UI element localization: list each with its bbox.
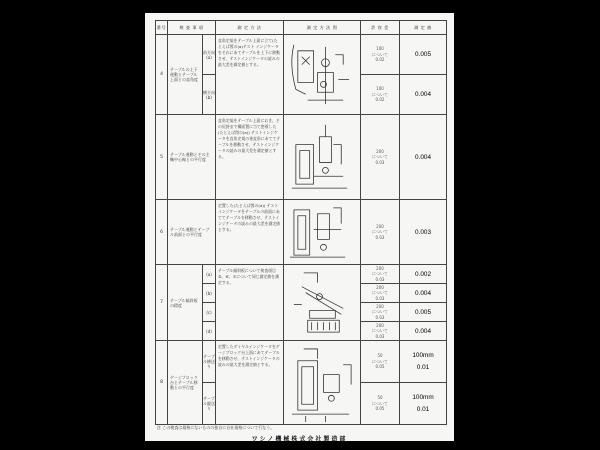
row-number: 8 — [156, 341, 168, 425]
tolerance-per: について — [372, 309, 388, 315]
tolerance-per: について — [372, 400, 388, 406]
sub-item: テーブル横送り — [203, 341, 216, 383]
table-row — [156, 115, 447, 200]
company-footer: ワシノ機械株式会社製造部 — [251, 436, 348, 443]
tolerance-cell — [361, 115, 400, 200]
method-text: テーブル傾斜板について検査項目⑤、⑥、⑦について同じ測定値を測定する。 — [216, 265, 284, 341]
measurement-diagram — [284, 35, 361, 115]
method-text: 直角定規をテーブル上面におき、その尻持まで構面置に当て密着した(たとえば図の(a)) テストインジケータを直角定規の垂直角にあててテーブルを移動させ、テストインジケータの読みの最大差を測定値とする。 — [216, 115, 284, 200]
tolerance-value: 0.05 — [375, 364, 385, 370]
measured-length: 100mm — [412, 393, 434, 401]
tolerance-range: 50 — [377, 395, 383, 401]
measured-value: 0.004 — [400, 322, 447, 341]
tolerance-value: 0.03 — [375, 333, 385, 339]
tolerance-value: 0.03 — [375, 295, 385, 301]
tolerance-cell — [361, 322, 400, 341]
inspection-item: テーブルの上下運動とテーブル上面との直角度 — [168, 35, 203, 115]
tolerance-range: 100 — [376, 46, 384, 52]
measured-value: 0.002 — [400, 265, 447, 284]
tolerance-per: について — [372, 51, 388, 57]
table-row — [156, 35, 447, 75]
sub-item: 横方向 (b) — [203, 75, 216, 115]
sub-item: (a) — [203, 265, 216, 284]
header-row — [156, 21, 447, 35]
tolerance-cell — [361, 75, 400, 115]
header-no: 番号 — [156, 21, 168, 35]
inspection-sheet — [145, 13, 454, 441]
tolerance-cell — [361, 341, 400, 383]
measurement-diagram — [284, 115, 361, 200]
header-diagram: 測 定 方 法 図 — [284, 21, 361, 35]
table-row — [156, 200, 447, 265]
tolerance-per: について — [372, 290, 388, 296]
tolerance-cell — [361, 303, 400, 322]
squareness-diagram — [284, 35, 360, 114]
row-number: 5 — [156, 115, 168, 200]
gauge-block-diagram — [284, 341, 360, 424]
tolerance-cell — [361, 200, 400, 265]
measured-value: 0.004 — [400, 75, 447, 115]
sub-item: (c) — [203, 303, 216, 322]
measured-length: 100mm — [412, 351, 434, 359]
measurement-diagram — [284, 265, 361, 341]
table-row — [156, 341, 447, 383]
measured-value: 0.01 — [416, 363, 430, 371]
header-method: 測 定 方 法 — [216, 21, 284, 35]
measured-value-cell — [400, 383, 447, 425]
measured-value: 0.005 — [400, 35, 447, 75]
measured-value: 0.01 — [416, 405, 430, 413]
sub-item: (d) — [203, 322, 216, 341]
tolerance-value: 0.03 — [375, 314, 385, 320]
measurement-diagram — [284, 341, 361, 425]
tolerance-range: 200 — [376, 265, 384, 271]
table-row — [156, 265, 447, 284]
tolerance-cell — [361, 383, 400, 425]
sub-item: (b) — [203, 284, 216, 303]
tolerance-range: 200 — [376, 303, 384, 309]
measured-value: 0.005 — [400, 303, 447, 322]
measured-value: 0.004 — [400, 284, 447, 303]
tolerance-per: について — [372, 271, 388, 277]
tolerance-cell — [361, 35, 400, 75]
tolerance-range: 200 — [376, 322, 384, 328]
tolerance-per: について — [372, 328, 388, 334]
method-text: 定置したダイヤルインジケータをゲージブロック台上面にあてテーブルを移動させ、テストインジケータの読みの最大差を測定値とする。 — [216, 341, 284, 425]
tolerance-value: 0.03 — [375, 234, 385, 240]
header-tolerance: 許 容 差 — [361, 21, 400, 35]
tolerance-per: について — [372, 358, 388, 364]
row-number: 6 — [156, 200, 168, 265]
tolerance-cell — [361, 265, 400, 284]
tolerance-value: 0.03 — [375, 276, 385, 282]
inspection-item: テーブル運動とテーブル前面との平行度 — [168, 200, 216, 265]
inspection-item: テーブル傾斜板の精度 — [168, 265, 203, 341]
inspection-item: ゲージブロック台とテーブル移動との平行度 — [168, 341, 203, 425]
tolerance-range: 200 — [376, 223, 384, 229]
tolerance-per: について — [372, 229, 388, 235]
measured-value: 0.004 — [400, 115, 447, 200]
header-measured: 測 定 値 — [400, 21, 447, 35]
measured-value: 0.003 — [400, 200, 447, 265]
parallelism-diagram — [284, 115, 360, 199]
tolerance-per: について — [372, 154, 388, 160]
footnote: 注 この検査は規格にないものの独自に自社規格について行なう。 — [157, 425, 275, 430]
sub-item: 前方向 (a) — [203, 35, 216, 75]
tolerance-range: 200 — [376, 284, 384, 290]
measurement-diagram — [284, 200, 361, 265]
tilting-table-diagram — [284, 265, 360, 340]
tolerance-value: 0.02 — [375, 97, 385, 103]
tolerance-per: について — [372, 91, 388, 97]
measured-value-cell — [400, 341, 447, 383]
tolerance-range: 50 — [377, 353, 383, 359]
front-face-diagram — [284, 200, 360, 264]
tolerance-value: 0.03 — [375, 159, 385, 165]
tolerance-range: 200 — [376, 148, 384, 154]
tolerance-value: 0.05 — [375, 406, 385, 412]
sub-item: テーブル縦送り — [203, 383, 216, 425]
method-text: 直角定規をテーブル上面に立て(たとえば図の(a)テスト インジケータをそれにあてテーブルを上下に移動させ、テストインジケータの読みの最大差を測定値とする。 — [216, 35, 284, 115]
header-item: 検 査 事 項 — [168, 21, 216, 35]
tolerance-range: 100 — [376, 86, 384, 92]
inspection-table — [155, 20, 447, 425]
row-number: 4 — [156, 35, 168, 115]
tolerance-cell — [361, 284, 400, 303]
row-number: 7 — [156, 265, 168, 341]
inspection-item: テーブル運動とその主軸中心線との平行度 — [168, 115, 216, 200]
method-text: 定置した(たとえば図の(a)) テストインジケータをテーブルの前面にあててテーブルを移動させ、テストインジケータの読みの最大差を測定値とする。 — [216, 200, 284, 265]
tolerance-value: 0.02 — [375, 57, 385, 63]
